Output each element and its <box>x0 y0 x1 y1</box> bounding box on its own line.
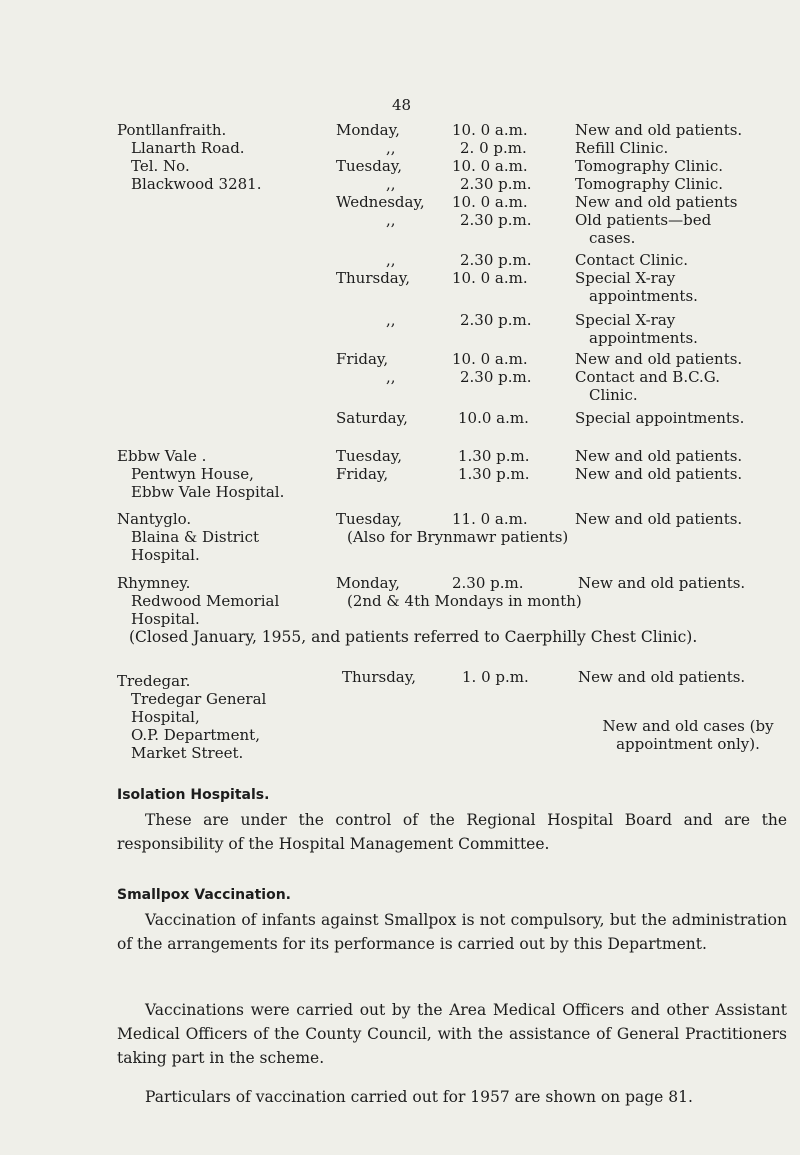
page-number: 48 <box>392 96 412 114</box>
session-row <box>0 269 800 305</box>
session-time: 10. 0 a.m. <box>452 350 528 368</box>
location-line: Blaina & District <box>131 528 259 546</box>
section-paragraph: Vaccinations were carried out by the Area Medical Officers and other Assistant Medical Officers of the County Council, with the assistance of General Practitioners taking part in the scheme. <box>117 1001 787 1067</box>
session-day: Thursday, <box>342 668 416 686</box>
session-note: (2nd & 4th Mondays in month) <box>347 592 582 610</box>
session-row <box>0 668 800 686</box>
session-time: 2.30 p.m. <box>460 175 532 193</box>
session-day: Tuesday, <box>336 157 403 175</box>
location-line: Hospital, <box>131 708 200 726</box>
session-description: Contact Clinic. <box>575 251 689 269</box>
session-row <box>0 447 800 465</box>
session-time: 10. 0 a.m. <box>452 269 528 287</box>
session-time: 1. 0 p.m. <box>462 668 529 686</box>
session-row <box>0 175 800 193</box>
session-day: Tuesday, <box>336 447 403 465</box>
ditto-mark: ,, <box>386 368 396 386</box>
ditto-mark: ,, <box>386 139 396 157</box>
location-line: Nantyglo. <box>117 510 192 528</box>
session-description: Tomography Clinic. <box>575 175 724 193</box>
session-time: 1.30 p.m. <box>458 465 530 483</box>
ditto-mark: ,, <box>386 175 396 193</box>
session-time: 2.30 p.m. <box>460 211 532 229</box>
session-row <box>0 574 800 610</box>
ditto-mark: ,, <box>386 211 396 229</box>
ditto-mark: ,, <box>386 311 396 329</box>
session-row <box>0 121 800 139</box>
section-heading: Smallpox Vaccination. <box>117 887 291 903</box>
appointment-note-line: appointment only). <box>616 735 760 753</box>
location-line: O.P. Department, <box>131 726 260 744</box>
session-day: Wednesday, <box>336 193 425 211</box>
session-description: New and old patients. <box>578 574 746 592</box>
location-line: Pontllanfraith. <box>117 121 227 139</box>
session-description: New and old patients. <box>575 447 743 465</box>
location-line: Redwood Memorial <box>131 592 280 610</box>
location-line: Pentwyn House, <box>131 465 254 483</box>
location-line: Llanarth Road. <box>131 139 245 157</box>
session-day: Monday, <box>336 121 400 139</box>
session-row <box>0 157 800 175</box>
session-description: Special X-ray <box>575 311 676 329</box>
session-time: 10. 0 a.m. <box>452 121 528 139</box>
session-time: 2.30 p.m. <box>460 311 532 329</box>
session-time: 10. 0 a.m. <box>452 157 528 175</box>
session-time: 10.0 a.m. <box>458 409 529 427</box>
location-line: Tredegar General <box>131 690 267 708</box>
section-paragraph: Vaccination of infants against Smallpox is not compulsory, but the administration of the arrangements for its performance is carried out by this Department. <box>117 911 787 953</box>
session-description: New and old patients <box>575 193 738 211</box>
session-day: Tuesday, <box>336 510 403 528</box>
session-day: Saturday, <box>336 409 408 427</box>
appointment-note <box>578 717 798 753</box>
section-paragraph: Particulars of vaccination carried out for 1957 are shown on page 81. <box>145 1088 693 1106</box>
location-line: Market Street. <box>131 744 244 762</box>
location-line: Hospital. <box>131 546 200 564</box>
session-row <box>0 139 800 157</box>
session-row <box>0 409 800 427</box>
session-time: 2.30 p.m. <box>460 251 532 269</box>
session-day: Friday, <box>336 350 389 368</box>
session-day: Friday, <box>336 465 389 483</box>
session-description: Old patients—bed <box>575 211 712 229</box>
location-line: Hospital. <box>131 610 200 628</box>
session-description: New and old patients. <box>575 465 743 483</box>
session-description: Special appointments. <box>575 409 745 427</box>
location-line: Ebbw Vale Hospital. <box>131 483 285 501</box>
session-description: New and old patients. <box>575 350 743 368</box>
session-time: 2.30 p.m. <box>452 574 524 592</box>
section-paragraph: These are under the control of the Regional Hospital Board and are the responsibility of the Hospital Management Committee. <box>117 811 787 853</box>
session-time: 2.30 p.m. <box>460 368 532 386</box>
session-description: Refill Clinic. <box>575 139 669 157</box>
session-description: Contact and B.C.G. <box>575 368 721 386</box>
location-line: Tel. No. <box>131 157 190 175</box>
section-heading: Isolation Hospitals. <box>117 787 270 803</box>
session-row <box>0 211 800 247</box>
session-row <box>0 193 800 211</box>
session-description: New and old patients. <box>575 510 743 528</box>
ditto-mark: ,, <box>386 251 396 269</box>
session-description-cont: cases. <box>589 229 636 247</box>
session-description-cont: appointments. <box>589 287 698 305</box>
session-row <box>0 350 800 368</box>
session-description: Tomography Clinic. <box>575 157 724 175</box>
session-row <box>0 251 800 269</box>
session-row <box>0 465 800 483</box>
session-row <box>0 368 800 404</box>
appointment-note-line: New and old cases (by <box>602 717 774 735</box>
session-description: New and old patients. <box>578 668 746 686</box>
session-description: Special X-ray <box>575 269 676 287</box>
session-description-cont: Clinic. <box>589 386 638 404</box>
session-time: 11. 0 a.m. <box>452 510 528 528</box>
session-row <box>0 311 800 347</box>
session-description-cont: appointments. <box>589 329 698 347</box>
session-time: 1.30 p.m. <box>458 447 530 465</box>
session-day: Monday, <box>336 574 400 592</box>
session-description: New and old patients. <box>575 121 743 139</box>
location-line: Tredegar. <box>117 672 191 690</box>
session-row <box>0 510 800 546</box>
location-line: Rhymney. <box>117 574 191 592</box>
closed-note: (Closed January, 1955, and patients referred to Caerphilly Chest Clinic). <box>129 628 698 646</box>
session-time: 2. 0 p.m. <box>460 139 527 157</box>
session-note: (Also for Brynmawr patients) <box>347 528 569 546</box>
session-day: Thursday, <box>336 269 410 287</box>
location-line: Blackwood 3281. <box>131 175 262 193</box>
location-line: Ebbw Vale . <box>117 447 207 465</box>
session-time: 10. 0 a.m. <box>452 193 528 211</box>
